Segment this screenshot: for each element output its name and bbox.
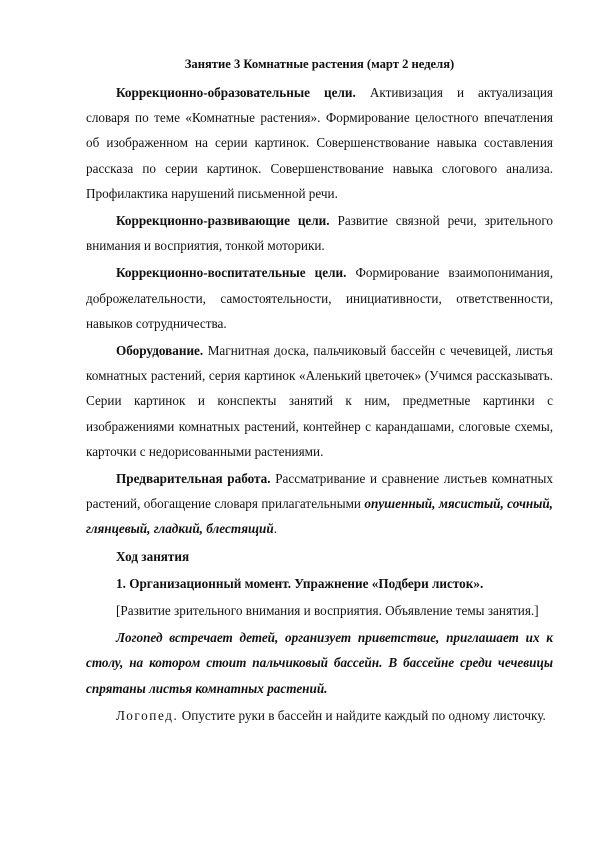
paragraph-developmental-goals — [86, 208, 553, 258]
paragraph-educational-goals — [86, 80, 553, 206]
text-educational-goals: Активизация и актуализация словаря по теме «Комнатные растения». Формирование целостного впечатления об изображенном на серии картинок. Совершенствование навыка составления рассказа по серии картинок. Совершенствование навыка слогового анализа. Профилактика нарушений письменной речи. — [86, 85, 553, 201]
document-page — [86, 54, 553, 728]
label-educational-goals: Коррекционно-образовательные цели. — [116, 85, 356, 100]
paragraph-teacher-speech — [86, 703, 553, 728]
text-preliminary-work: Рассматривание и сравнение листьев комнатных растений, обогащение словаря прилагательными — [86, 471, 553, 512]
text-equipment: Магнитная доска, пальчиковый бассейн с чечевицей, листья комнатных растений, серия картинок «Аленький цветочек» (Учимся рассказывать. Серии картинок и конспекты занятий к ним, предметные картинки с изображениями комнатных растений, контейнер с карандашами, слоговые схемы, карточки с недорисованными растениями. — [86, 343, 553, 459]
paragraph-teacher-action: Логопед встречает детей, организует приветствие, приглашает их к столу, на котором стоит пальчиковый бассейн. В бассейне среди чечевицы спрятаны листья комнатных растений. — [86, 630, 553, 696]
text-preliminary-work-end: . — [273, 521, 277, 537]
adjective-list: опушенный, мясистый, сочный, глянцевый, гладкий, блестящий — [86, 496, 553, 537]
text-developmental-goals: Развитие связной речи, зрительного внимания и восприятия, тонкой моторики. — [86, 213, 553, 254]
paragraph-section-goal: [Развитие зрительного внимания и восприятия. Объявление темы занятия.] — [116, 603, 539, 619]
text-upbringing-goals: Формирование взаимопонимания, доброжелательности, самостоятельности, инициативности, ответственности, навыков сотрудничества. — [86, 265, 553, 331]
paragraph-equipment — [86, 338, 553, 464]
page-title: Занятие 3 Комнатные растения (март 2 неделя) — [184, 57, 455, 71]
label-equipment: Оборудование. — [116, 343, 204, 359]
speaker-label: Логопед. — [116, 707, 179, 723]
paragraph-preliminary-work — [86, 466, 553, 542]
lesson-progress-heading: Ход занятия — [116, 548, 190, 564]
label-upbringing-goals: Коррекционно-воспитательные цели. — [116, 265, 347, 281]
paragraph-upbringing-goals — [86, 260, 553, 336]
speaker-text: Опустите руки в бассейн и найдите каждый по одному листочку. — [178, 707, 546, 723]
label-developmental-goals: Коррекционно-развивающие цели. — [116, 213, 330, 229]
section-heading-organizational-moment: 1. Организационный момент. Упражнение «Подбери листок». — [116, 575, 484, 591]
label-preliminary-work: Предварительная работа. — [116, 471, 271, 487]
